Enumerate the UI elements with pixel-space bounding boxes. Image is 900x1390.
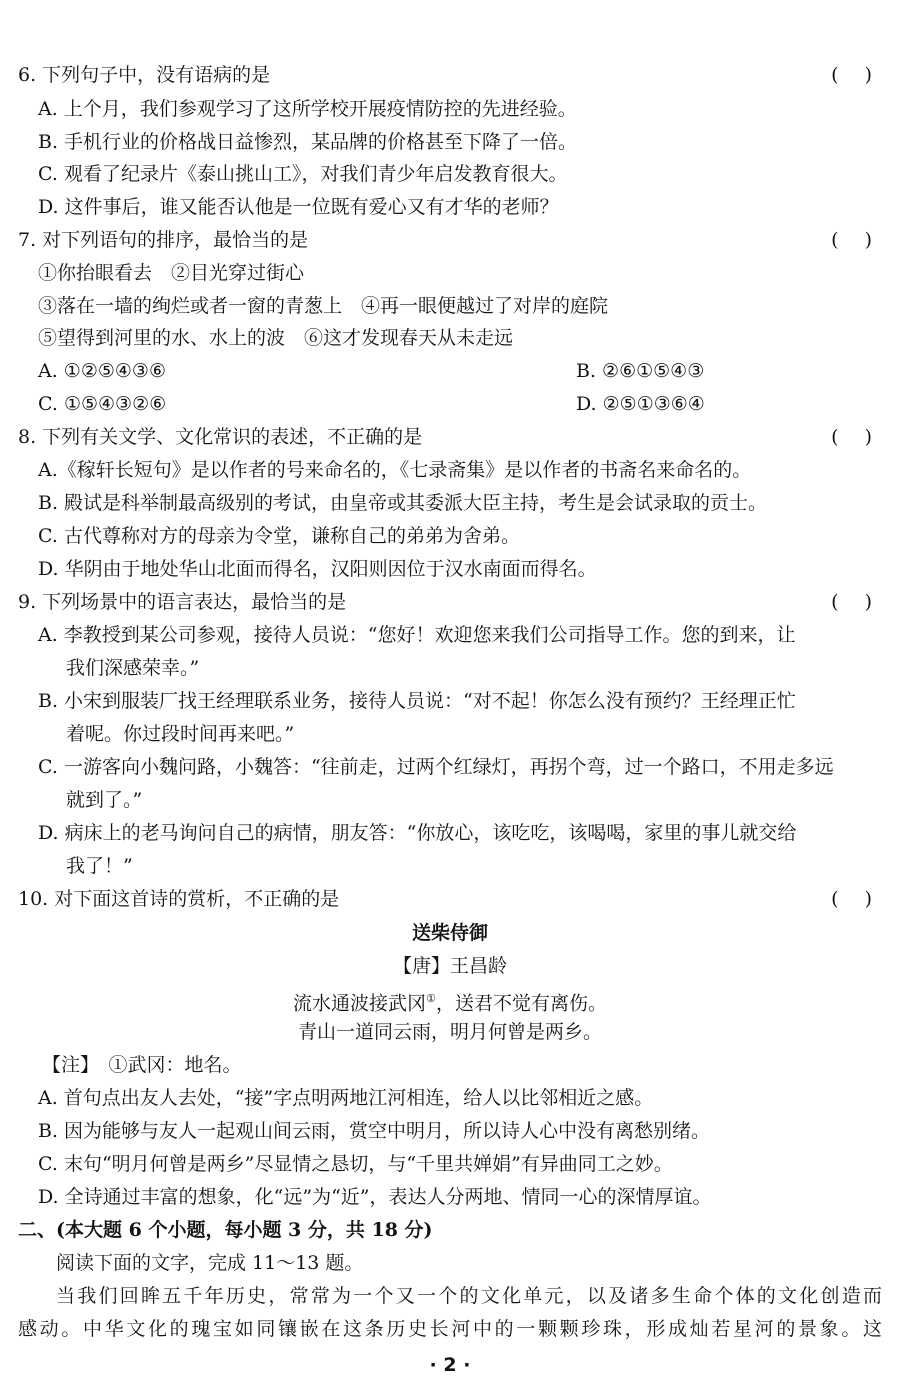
q6-stem: 6. 下列句子中，没有语病的是 [18,64,271,86]
q8-answer-bracket: ( ) [831,426,882,448]
poem-line-1-part-2: ，送君不觉有离伤。 [435,992,607,1015]
q6-option-d: D. 这件事后，谁又能否认他是一位既有爱心又有才华的老师？ [38,196,559,218]
q7-sentences-line-3: ⑤望得到河里的水、水上的波 ⑥这才发现春天从未走远 [38,327,514,349]
q10-answer-bracket: ( ) [831,888,882,910]
poem-author: 【唐】王昌龄 [392,955,507,977]
q8-option-b: B. 殿试是科举制最高级别的考试，由皇帝或其委派大臣主持，考生是会试录取的贡士。 [38,492,768,514]
q9-option-b-line-1: B. 小宋到服装厂找王经理联系业务，接待人员说：“对不起！你怎么没有预约？王经理正忙 [38,690,796,712]
poem-note: 【注】 ①武冈：地名。 [42,1054,242,1076]
q8-stem: 8. 下列有关文学、文化常识的表述，不正确的是 [18,426,423,448]
q10-stem: 10. 对下面这首诗的赏析，不正确的是 [18,888,340,910]
q7-option-d: D. ②⑤①③⑥④ [576,393,705,415]
q7-option-a: A. ①②⑤④③⑥ [38,360,166,382]
passage-line-2: 感动。中华文化的瑰宝如同镶嵌在这条历史长河中的一颗颗珍珠，形成灿若星河的景象。这 [18,1318,882,1340]
q7-stem: 7. 对下列语句的排序，最恰当的是 [18,229,309,251]
q9-answer-bracket: ( ) [831,591,882,613]
q10-option-c: C. 末句“明月何曾是两乡”尽显情之恳切，与“千里共婵娟”有异曲同工之妙。 [38,1153,673,1175]
poem-line-1-part-1: 流水通波接武冈 [293,992,427,1015]
section-2-heading: 二、(本大题 6 个小题，每小题 3 分，共 18 分) [18,1219,433,1241]
q7-option-c: C. ①⑤④③②⑥ [38,393,167,415]
q6-option-b: B. 手机行业的价格战日益惨烈，某品牌的价格甚至下降了一倍。 [38,131,578,153]
q9-option-c-line-1: C. 一游客向小魏问路，小魏答：“往前走，过两个红绿灯，再拐个弯，过一个路口，不用走多远 [38,756,834,778]
q7-option-b: B. ②⑥①⑤④③ [576,360,705,382]
q10-option-b: B. 因为能够与友人一起观山间云雨，赏空中明月，所以诗人心中没有离愁别绪。 [38,1120,711,1142]
q6-option-c: C. 观看了纪录片《泰山挑山工》，对我们青少年启发教育很大。 [38,163,568,185]
footnote-marker: ① [426,992,436,1005]
q8-option-d: D. 华阴由于地处华山北面而得名，汉阳则因位于汉水南面而得名。 [38,558,597,580]
q9-option-a-line-2: 我们深感荣幸。” [66,657,200,679]
q9-option-b-line-2: 着呢。你过段时间再来吧。” [66,723,295,745]
q8-option-c: C. 古代尊称对方的母亲为令堂，谦称自己的弟弟为舍弟。 [38,525,520,547]
q9-stem: 9. 下列场景中的语言表达，最恰当的是 [18,591,347,613]
q9-option-d-line-1: D. 病床上的老马询问自己的病情，朋友答：“你放心，该吃吃，该喝喝，家里的事儿就交给 [38,822,797,844]
poem-line-2: 青山一道同云雨，明月何曾是两乡。 [297,1021,602,1043]
q9-option-a-line-1: A. 李教授到某公司参观，接待人员说：“您好！欢迎您来我们公司指导工作。您的到来，让 [38,624,796,646]
q7-sentences-line-2: ③落在一墙的绚烂或者一窗的青葱上 ④再一眼便越过了对岸的庭院 [38,295,609,317]
section-2-instruction: 阅读下面的文字，完成 11～13 题。 [56,1252,364,1274]
q8-option-a: A.《稼轩长短句》是以作者的号来命名的，《七录斋集》是以作者的书斋名来命名的。 [38,459,752,481]
poem-line-1 [0,986,900,1016]
q7-answer-bracket: ( ) [831,229,882,251]
q10-option-a: A. 首句点出友人去处，“接”字点明两地江河相连，给人以比邻相近之感。 [38,1087,654,1109]
q7-sentences-line-1: ①你抬眼看去 ②目光穿过街心 [38,262,305,284]
q6-answer-bracket: ( ) [831,64,882,86]
q6-option-a: A. 上个月，我们参观学习了这所学校开展疫情防控的先进经验。 [38,98,577,120]
q10-option-d: D. 全诗通过丰富的想象，化“远”为“近”，表达人分两地、情同一心的深情厚谊。 [38,1186,712,1208]
q9-option-d-line-2: 我了！” [66,855,133,877]
passage-line-1: 当我们回眸五千年历史，常常为一个又一个的文化单元，以及诸多生命个体的文化创造而 [56,1285,882,1307]
page-number: · 2 · [429,1354,471,1376]
q9-option-c-line-2: 就到了。” [66,789,143,811]
poem-title: 送柴侍御 [411,922,488,944]
